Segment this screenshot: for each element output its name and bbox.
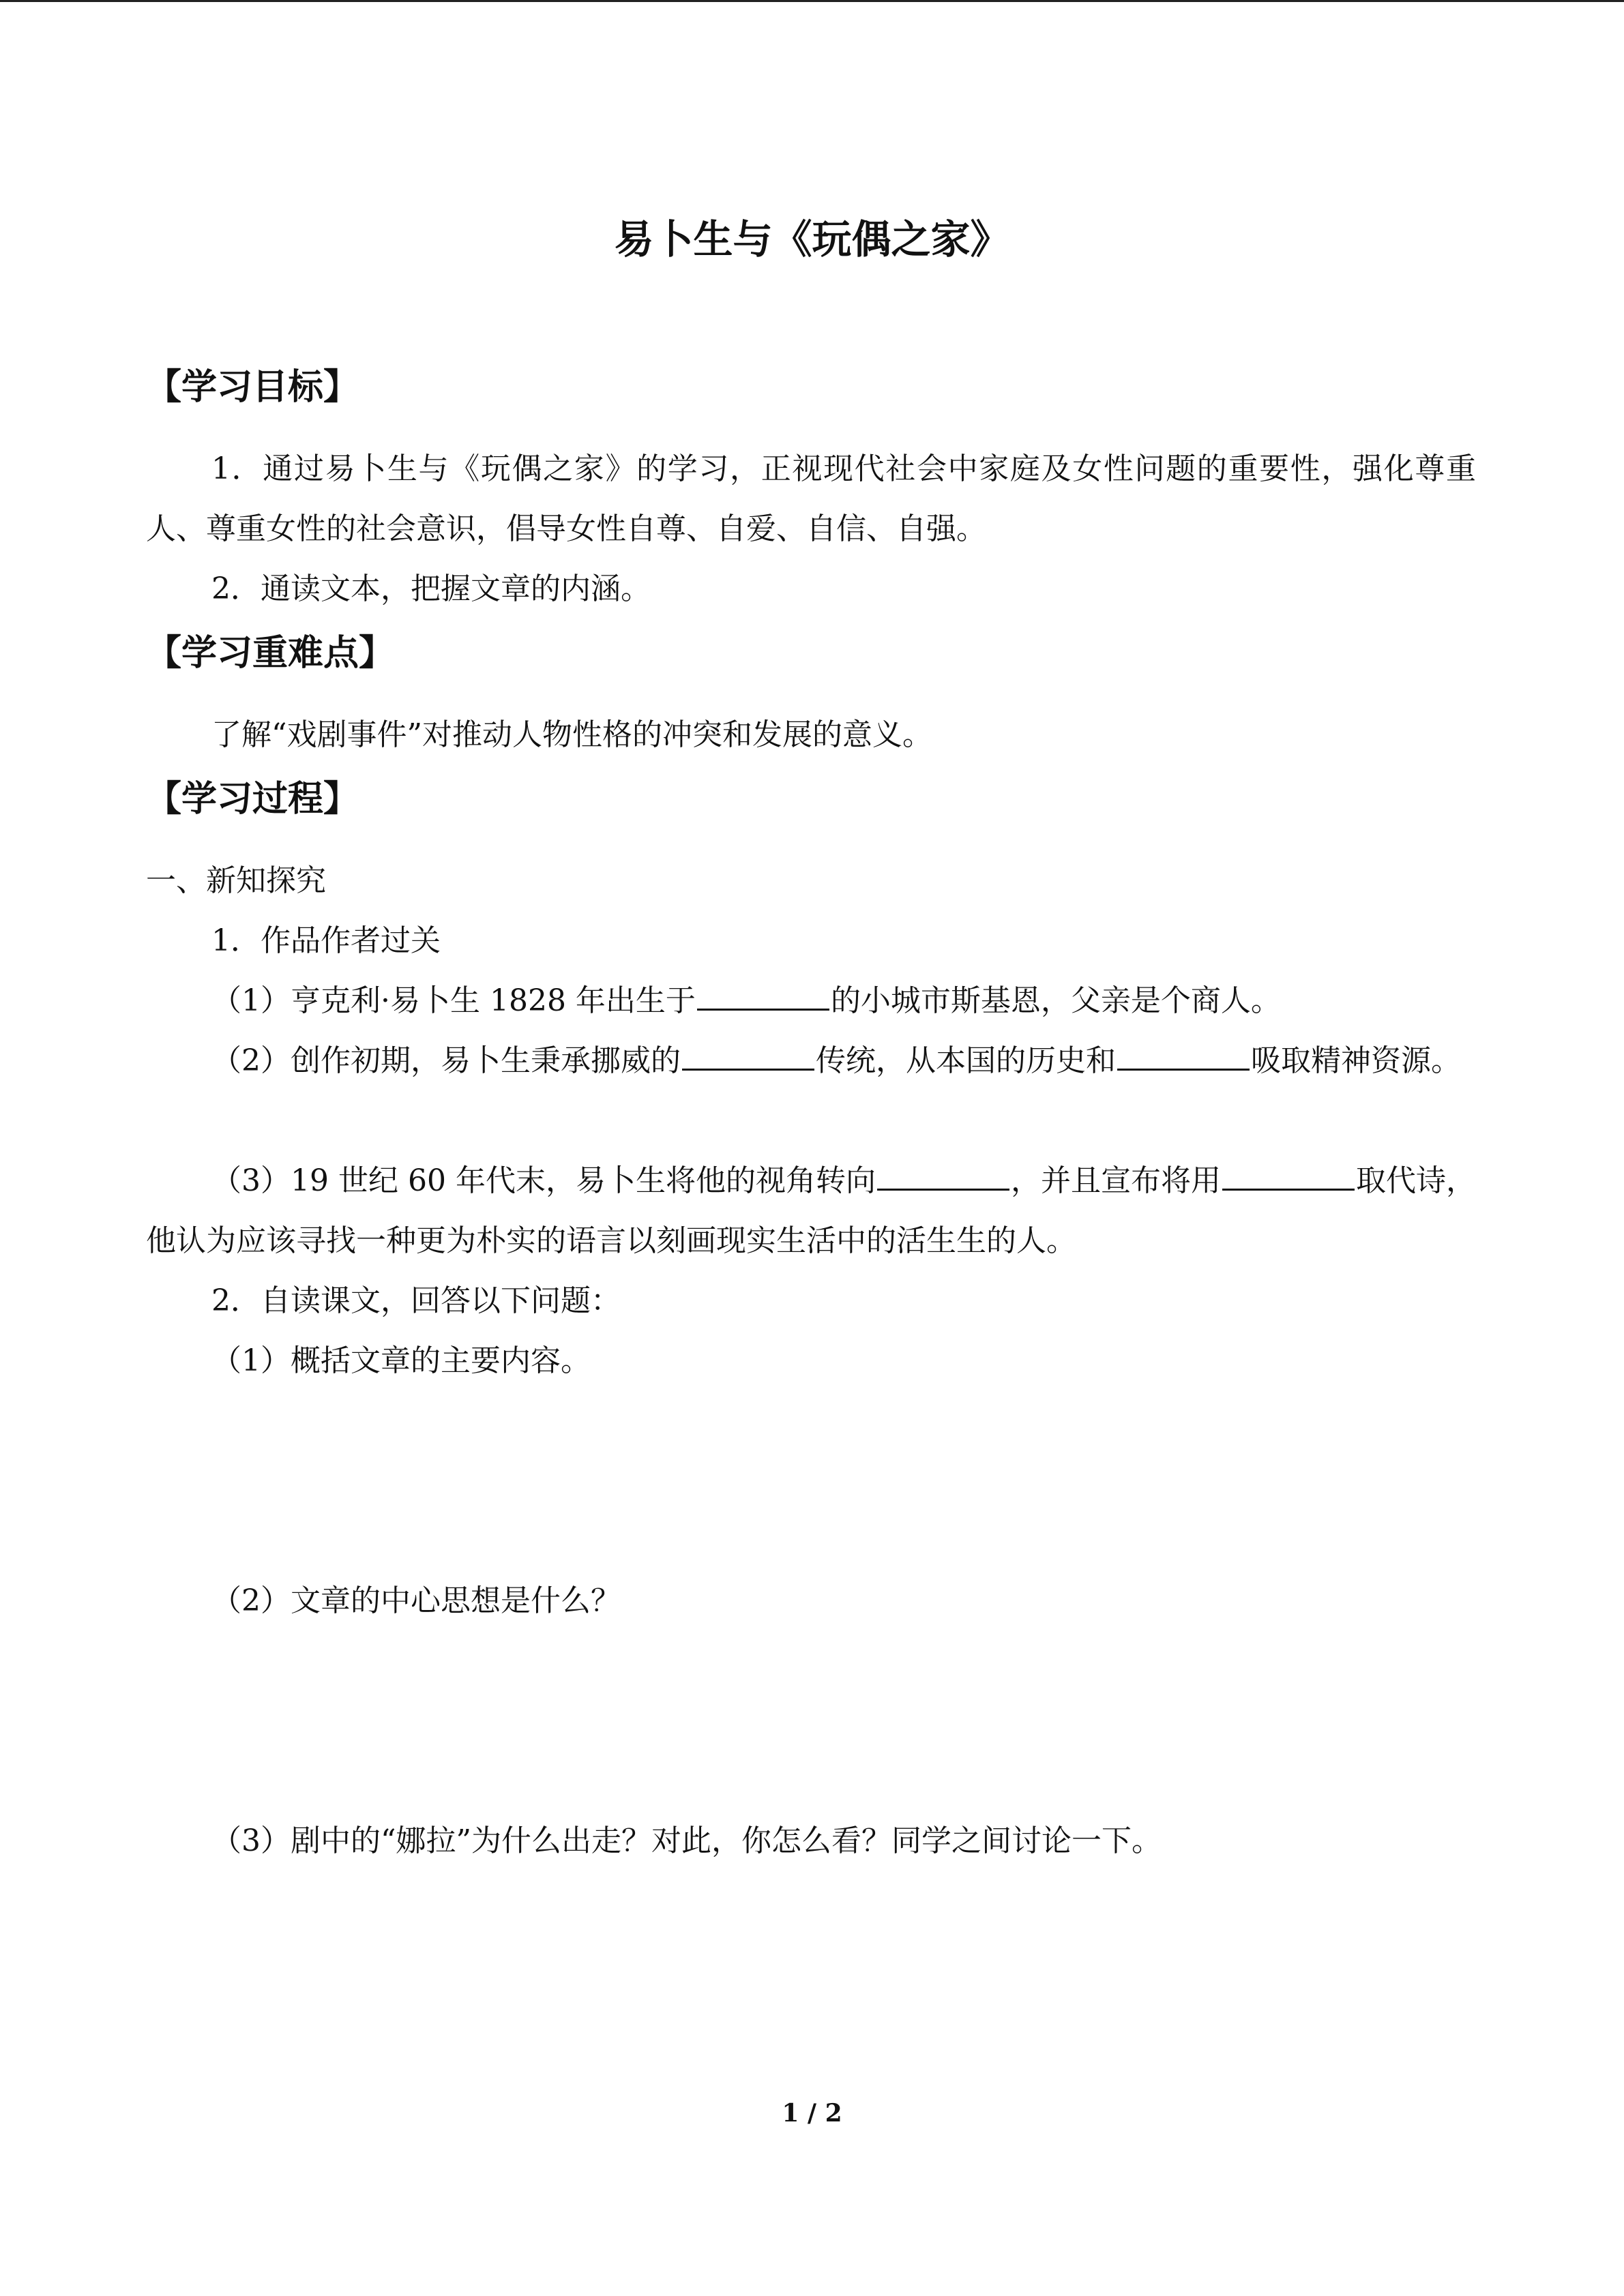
goal-item-1: 1．通过易卜生与《玩偶之家》的学习，正视现代社会中家庭及女性问题的重要性，强化尊重人、尊重女性的社会意识，倡导女性自尊、自爱、自信、自强。 (146, 451, 1476, 546)
q1-item-1-text-a: （1）亨克利·易卜生 1828 年出生于 (211, 983, 696, 1018)
part1-title: 一、新知探究 (146, 863, 326, 898)
q1-item-2-text-a: （2）创作初期，易卜生秉承挪威的 (211, 1043, 681, 1078)
q1-item-2 (146, 1031, 1476, 1091)
answer-blank[interactable] (1222, 1161, 1355, 1191)
key-points-heading: 【学习重难点】 (146, 633, 395, 674)
q1-item-1 (146, 971, 1476, 1031)
q1-item-3-text-b: ，并且宣布将用 (1010, 1163, 1221, 1198)
key-points-text: 了解“戏剧事件”对推动人物性格的冲突和发展的意义。 (211, 717, 932, 752)
q1-item-3-text-a: （3）19 世纪 60 年代末，易卜生将他的视角转向 (211, 1163, 876, 1198)
q2-item-2: （2）文章的中心思想是什么？ (211, 1583, 621, 1618)
q1-item-2-text-c: 吸取精神资源。 (1251, 1043, 1461, 1078)
answer-blank[interactable] (682, 1041, 814, 1071)
q2-item-3: （3）剧中的“娜拉”为什么出走？对此，你怎么看？同学之间讨论一下。 (211, 1823, 1162, 1858)
q2-title: 2．自读课文，回答以下问题： (211, 1283, 621, 1318)
q1-item-3-text-c: 取代诗，他认为应该寻找一种更为朴实的语言以刻画现实生活中的活生生的人。 (146, 1163, 1476, 1258)
document-title: 易卜生与《玩偶之家》 (614, 216, 1010, 263)
process-heading: 【学习过程】 (146, 779, 359, 820)
answer-blank[interactable] (877, 1161, 1009, 1191)
top-border-line (0, 0, 1624, 2)
q1-item-3 (146, 1151, 1476, 1271)
answer-blank[interactable] (1117, 1041, 1250, 1071)
q1-title: 1．作品作者过关 (211, 923, 441, 958)
q1-item-2-text-b: 传统，从本国的历史和 (816, 1043, 1116, 1078)
goal-item-2: 2．通读文本，把握文章的内涵。 (211, 571, 651, 606)
answer-blank[interactable] (697, 981, 829, 1011)
goals-heading: 【学习目标】 (146, 367, 359, 408)
page-number: 1 / 2 (782, 2099, 842, 2128)
q2-item-1: （1）概括文章的主要内容。 (211, 1343, 591, 1378)
q1-item-1-text-b: 的小城市斯基恩，父亲是个商人。 (830, 983, 1281, 1018)
